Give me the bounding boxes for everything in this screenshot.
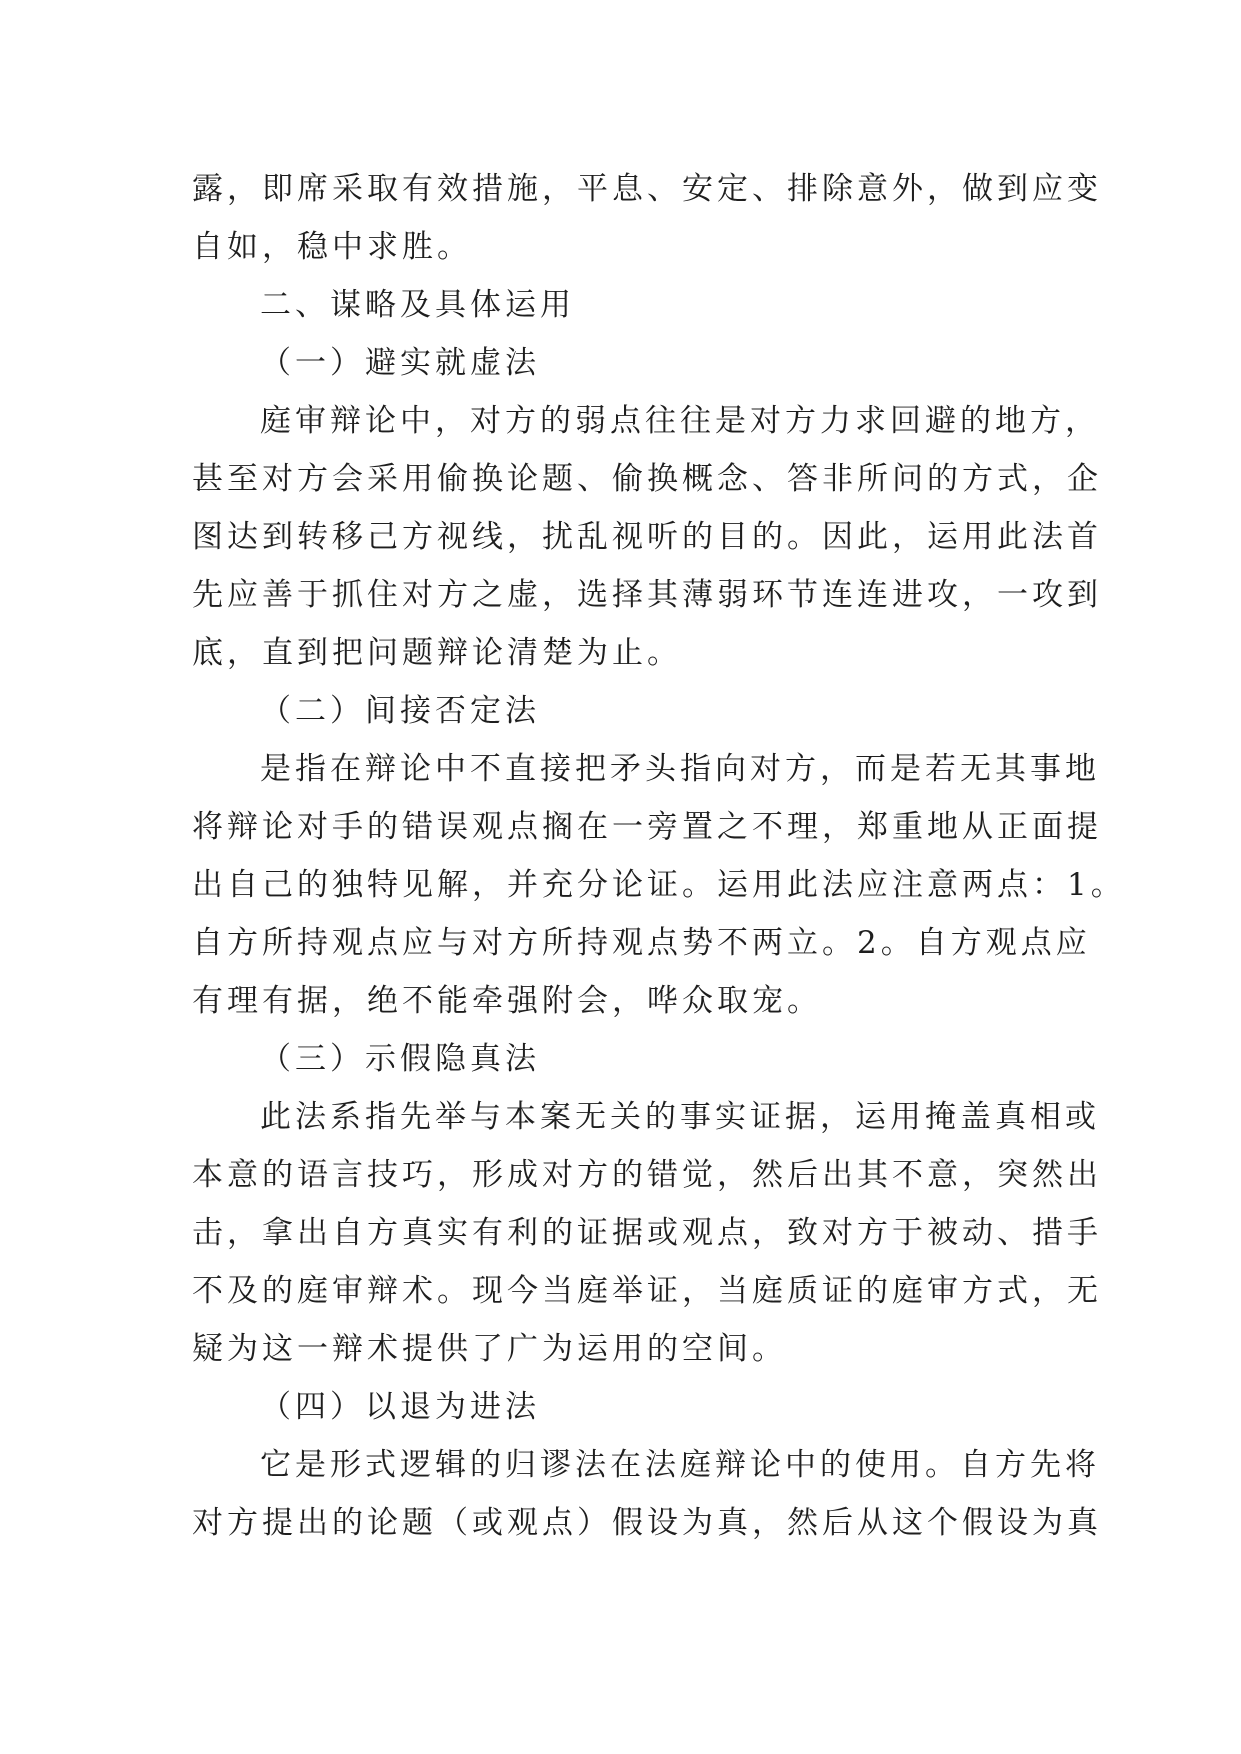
text-line: 此法系指先举与本案无关的事实证据，运用掩盖真相或 bbox=[260, 1099, 1100, 1135]
text-line: 它是形式逻辑的归谬法在法庭辩论中的使用。自方先将 bbox=[260, 1447, 1100, 1483]
text-line: 击，拿出自方真实有利的证据或观点，致对方于被动、措手 bbox=[192, 1215, 1102, 1251]
text-line: 将辩论对手的错误观点搁在一旁置之不理，郑重地从正面提 bbox=[192, 809, 1102, 845]
text-line: 图达到转移己方视线，扰乱视听的目的。因此，运用此法首 bbox=[192, 519, 1102, 555]
text-line: 是指在辩论中不直接把矛头指向对方，而是若无其事地 bbox=[260, 751, 1100, 787]
text-line: 底，直到把问题辩论清楚为止。 bbox=[192, 635, 682, 671]
subsection-heading bbox=[192, 1030, 1062, 1088]
text-line: （四）以退为进法 bbox=[260, 1389, 540, 1425]
subsection-heading bbox=[192, 682, 1062, 740]
paragraph bbox=[192, 1436, 1102, 1552]
text-line: 自如，稳中求胜。 bbox=[192, 229, 472, 265]
text-line: 疑为这一辩术提供了广为运用的空间。 bbox=[192, 1331, 787, 1367]
text-line: 本意的语言技巧，形成对方的错觉，然后出其不意，突然出 bbox=[192, 1157, 1102, 1193]
subsection-heading bbox=[192, 334, 1062, 392]
text-line: （二）间接否定法 bbox=[260, 693, 540, 729]
text-line: 先应善于抓住对方之虚，选择其薄弱环节连连进攻，一攻到 bbox=[192, 577, 1102, 613]
text-line: （一）避实就虚法 bbox=[260, 345, 540, 381]
text-line: 庭审辩论中，对方的弱点往往是对方力求回避的地方， bbox=[260, 403, 1100, 439]
text-line: 甚至对方会采用偷换论题、偷换概念、答非所问的方式，企 bbox=[192, 461, 1102, 497]
text-line: 有理有据，绝不能牵强附会，哗众取宠。 bbox=[192, 983, 822, 1019]
text-line: 对方提出的论题（或观点）假设为真，然后从这个假设为真 bbox=[192, 1505, 1102, 1541]
paragraph bbox=[192, 1088, 1102, 1378]
text-line: 不及的庭审辩术。现今当庭举证，当庭质证的庭审方式，无 bbox=[192, 1273, 1102, 1309]
paragraph bbox=[192, 160, 1102, 276]
section-heading bbox=[192, 276, 1062, 334]
paragraph bbox=[192, 740, 1126, 1030]
text-line: 出自己的独特见解，并充分论证。运用此法应注意两点：1。 bbox=[192, 867, 1126, 903]
subsection-heading bbox=[192, 1378, 1062, 1436]
text-line: 自方所持观点应与对方所持观点势不两立。2。自方观点应 bbox=[192, 925, 1091, 961]
text-line: 二、谋略及具体运用 bbox=[260, 287, 575, 323]
paragraph bbox=[192, 392, 1102, 682]
text-line: 露，即席采取有效措施，平息、安定、排除意外，做到应变 bbox=[192, 171, 1102, 207]
text-line: （三）示假隐真法 bbox=[260, 1041, 540, 1077]
document-body bbox=[192, 160, 1126, 1552]
